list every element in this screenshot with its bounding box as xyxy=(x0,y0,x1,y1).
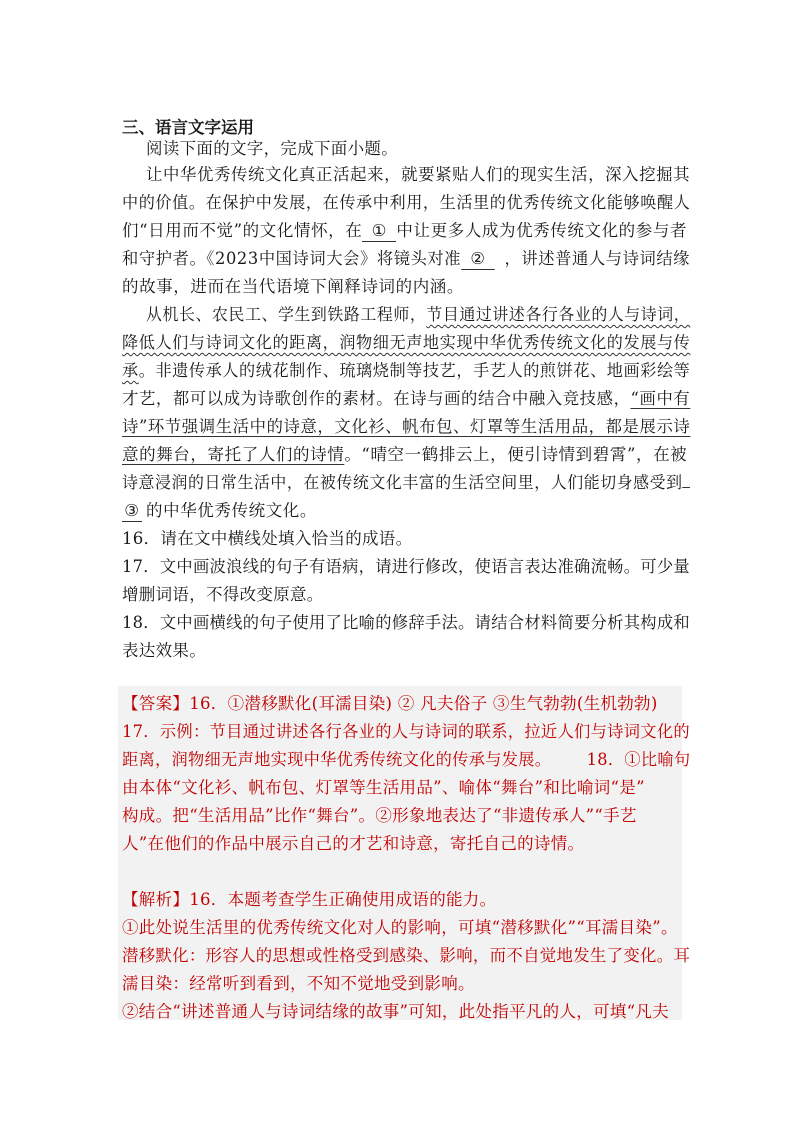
analysis-line1: 【解析】16．本题考查学生正确使用成语的能力。 xyxy=(122,890,497,909)
passage-p2-line1: 从机长、农民工、学生到铁路工程师，节目通过讲述各行各业的人与诗词， xyxy=(146,305,691,324)
passage-p1-line5: 的故事，进而在当代语境下阐释诗词的内涵。 xyxy=(122,277,464,296)
passage-p1-line2: 中的价值。在保护中发展，在传承中利用，生活里的优秀传统文化能够唤醒人 xyxy=(122,193,691,212)
question-16: 16．请在文中横线处填入恰当的成语。 xyxy=(122,529,413,548)
underlined-sentence-part2: 诗”环节强调生活中的诗意，文化衫、帆布包、灯罩等生活用品，都是展示诗 xyxy=(122,417,691,436)
passage-p2-line7: 诗意浸润的日常生活中，在被传统文化丰富的生活空间里，人们能切身感受到 xyxy=(122,471,690,495)
wavy-sentence-part2: 降低人们与诗词文化的距离，润物细无声地实现中华优秀传统文化的发展与传 xyxy=(122,333,691,352)
underlined-sentence-part1: “画中有 xyxy=(630,389,691,408)
passage-p2-line8: ③ 的中华优秀传统文化。 xyxy=(122,499,317,523)
section-title: 三、语言文字运用 xyxy=(122,118,254,137)
answer-label: 【答案】 xyxy=(122,694,190,713)
question-17-line2: 增删词语，不得改变原意。 xyxy=(122,585,324,604)
question-18-line2: 表达效果。 xyxy=(122,641,206,660)
answer-line1: 【答案】16．①潜移默化(耳濡目染) ② 凡夫俗子 ③生气勃勃(生机勃勃) xyxy=(122,694,658,713)
question-17-line1: 17．文中画波浪线的句子有语病，请进行修改，使语言表达准确流畅。可少量 xyxy=(122,557,690,576)
underlined-sentence-part3: 意的舞台，寄托了人们的诗情 xyxy=(122,445,345,464)
analysis-line3: 潜移默化：形容人的思想或性格受到感染、影响，而不自觉地发生了变化。耳 xyxy=(122,946,691,965)
passage-p1-line1: 让中华优秀传统文化真正活起来，就要紧贴人们的现实生活，深入挖掘其 xyxy=(146,165,691,184)
passage-p2-line2 xyxy=(122,331,690,355)
analysis-line4: 濡目染：经常听到看到，不知不觉地受到影响。 xyxy=(122,974,475,993)
passage-p2-line3: 承。非遗传承人的绒花制作、琉璃烧制等技艺，手艺人的煎饼花、地画彩绘等 xyxy=(122,361,691,380)
passage-p2-line5 xyxy=(122,415,690,439)
answer-line6: 人”在他们的作品中展示自己的才艺和诗意，寄托自己的诗情。 xyxy=(122,834,585,853)
wavy-sentence-part1: 节目通过讲述各行各业的人与诗词， xyxy=(426,305,691,324)
analysis-line2: ①此处说生活里的优秀传统文化对人的影响，可填“潜移默化”“耳濡目染”。 xyxy=(122,918,678,937)
passage-p1-line3: 们“日用而不觉”的文化情怀，在 ① 中让更多人成为优秀传统文化的参与者 xyxy=(122,221,688,240)
analysis-label: 【解析】 xyxy=(122,890,190,909)
question-18-line1: 18．文中画横线的句子使用了比喻的修辞手法。请结合材料简要分析其构成和 xyxy=(122,613,690,632)
answer-line5: 构成。把“生活用品”比作“舞台”。②形象地表达了“非遗传承人”“手艺 xyxy=(122,806,637,825)
passage-p1-line4: 和守护者。《2023中国诗词大会》将镜头对准 ② ，讲述普通人与诗词结缘 xyxy=(122,249,691,268)
blank-3: ③ xyxy=(122,501,142,522)
answer-line2: 17．示例：节目通过讲述各行各业的人与诗词的联系，拉近人们与诗词文化的 xyxy=(122,722,690,741)
answer-line4: 由本体“文化衫、帆布包、灯罩等生活用品”、喻体“舞台”和比喻词“是” xyxy=(122,778,645,797)
wavy-sentence-part3: 承 xyxy=(122,361,139,380)
passage-p2-line4: 才艺，都可以成为诗歌创作的素材。在诗与画的结合中融入竞技感，“画中有 xyxy=(122,389,691,408)
blank-2: ② xyxy=(461,249,495,270)
analysis-line5: ②结合“讲述普通人与诗词结缘的故事”可知，此处指平凡的人，可填“凡夫 xyxy=(122,1002,670,1021)
blank-1: ① xyxy=(362,221,396,242)
answer-line3: 距离，润物细无声地实现中华优秀传统文化的传承与发展。 18．①比喻句 xyxy=(122,750,691,769)
passage-p2-line6: 意的舞台，寄托了人们的诗情。“晴空一鹤排云上，便引诗情到碧霄”，在被 xyxy=(122,445,688,464)
instruction: 阅读下面的文字，完成下面小题。 xyxy=(146,139,398,158)
